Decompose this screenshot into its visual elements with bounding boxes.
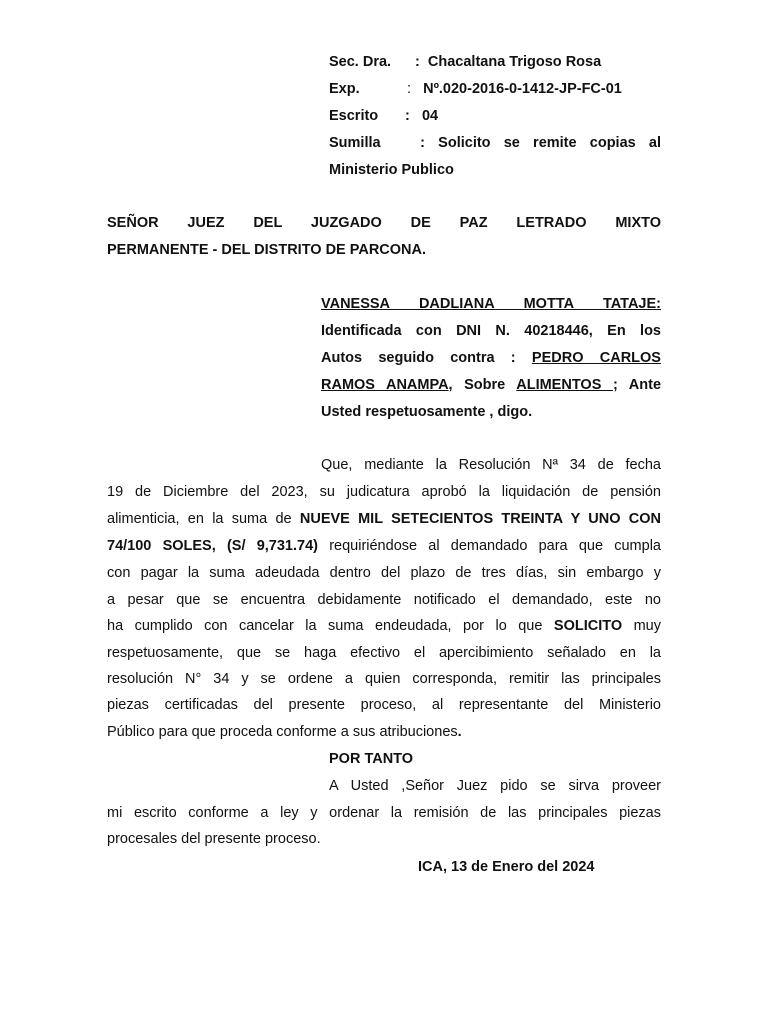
body-line-7 — [107, 617, 661, 635]
closing-line-2: mi escrito conforme a ley y ordenar la remisión de las principales piezas — [107, 805, 661, 821]
body-line-3 — [107, 510, 661, 528]
exp-value: Nº.020-2016-0-1412-JP-FC-01 — [423, 81, 622, 97]
solicito-word: SOLICITO — [553, 618, 623, 634]
sec-value: Chacaltana Trigoso Rosa — [427, 54, 602, 70]
header-escrito — [329, 107, 438, 125]
escrito-value: 04 — [421, 108, 439, 124]
sumilla-label: Sumilla — [329, 135, 381, 151]
party-autos-line — [321, 349, 661, 367]
escrito-sep: : — [405, 108, 410, 124]
place-date: ICA, 13 de Enero del 2024 — [418, 859, 595, 875]
body-line-11-text: Público para que proceda conforme a sus atribuciones — [107, 724, 458, 740]
body-line-3-text: alimenticia, en la suma de — [107, 511, 300, 527]
escrito-label: Escrito — [329, 108, 379, 124]
exp-label: Exp. — [329, 81, 360, 97]
autos-text: Autos seguido contra : — [321, 350, 516, 366]
header-sumilla — [329, 134, 661, 152]
body-line-2: 19 de Diciembre del 2023, su judicatura aprobó la liquidación de pensión — [107, 484, 661, 500]
defendant-name-part-2: RAMOS ANAMPA — [321, 377, 449, 393]
body-line-5: con pagar la suma adeudada dentro del plazo de tres días, sin embargo y — [107, 565, 661, 581]
party-closing-line: Usted respetuosamente , digo. — [321, 404, 533, 420]
amount-words: NUEVE MIL SETECIENTOS TREINTA Y UNO CON — [299, 511, 662, 527]
closing-line-1: A Usted ,Señor Juez pido se sirva proveer — [329, 778, 661, 794]
body-line-4 — [107, 537, 661, 555]
exp-sep: : — [407, 81, 412, 97]
body-line-11 — [107, 723, 462, 741]
addressee-line-1: SEÑOR JUEZ DEL JUZGADO DE PAZ LETRADO MIXTO — [107, 215, 661, 231]
sec-label: Sec. Dra. — [329, 54, 392, 70]
header-sec — [329, 53, 601, 71]
party-name: VANESSA DADLIANA MOTTA TATAJE: — [321, 296, 661, 312]
matter-suffix: ; Ante — [612, 377, 662, 393]
closing-line-3: procesales del presente proceso. — [107, 831, 321, 847]
sec-sep: : — [415, 54, 420, 70]
body-line-6: a pesar que se encuentra debidamente notificado el demandado, este no — [107, 592, 661, 608]
defendant-name-part-1: PEDRO CARLOS — [531, 350, 661, 366]
party-id-line: Identificada con DNI N. 40218446, En los — [321, 323, 661, 339]
body-line-7-end: muy — [622, 618, 661, 634]
amount-figure: 74/100 SOLES, (S/ 9,731.74) — [107, 538, 318, 554]
body-final-period: . — [457, 724, 462, 740]
body-line-10: piezas certificadas del presente proceso, al representante del Ministerio — [107, 697, 661, 713]
header-exp — [329, 80, 622, 98]
matter-prefix: , Sobre — [448, 377, 517, 393]
sumilla-text-1: : Solicito se remite copias al — [420, 135, 661, 151]
body-line-4-text: requiriéndose al demandado para que cumpla — [317, 538, 661, 554]
matter-value: ALIMENTOS — [516, 377, 613, 393]
body-line-8: respetuosamente, que se haga efectivo el apercibimiento señalado en la — [107, 645, 661, 661]
body-line-1: Que, mediante la Resolución Nª 34 de fecha — [321, 457, 661, 473]
party-matter-line — [321, 376, 661, 394]
addressee-line-2: PERMANENTE - DEL DISTRITO DE PARCONA. — [107, 242, 427, 258]
body-line-7-text: ha cumplido con cancelar la suma endeudada, por lo que — [107, 618, 554, 634]
sumilla-text-2: Ministerio Publico — [329, 162, 454, 178]
body-line-9: resolución N° 34 y se ordene a quien corresponda, remitir las principales — [107, 671, 661, 687]
por-tanto-heading: POR TANTO — [329, 751, 414, 767]
